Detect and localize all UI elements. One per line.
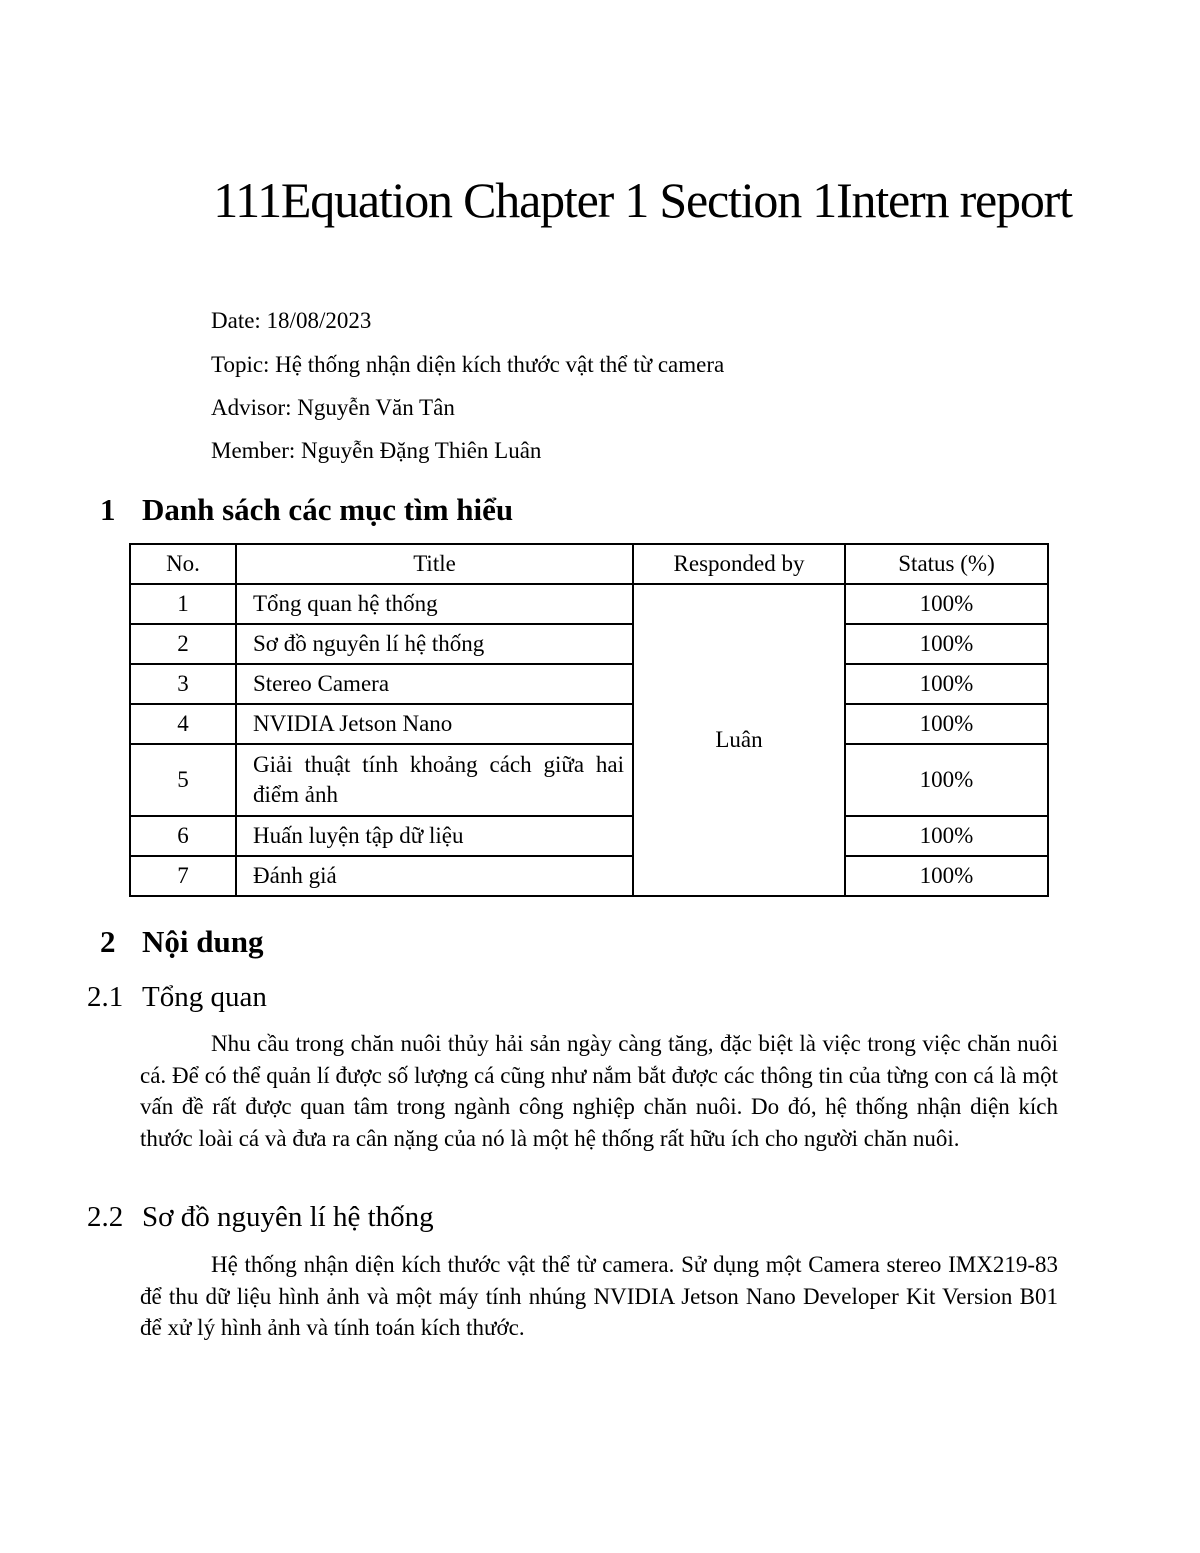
row-title: Giải thuật tính khoảng cách giữa hai điểm ảnh xyxy=(236,744,633,816)
section-2-title: Nội dung xyxy=(142,924,264,959)
row-status: 100% xyxy=(845,816,1048,856)
row-no: 4 xyxy=(130,704,236,744)
header-status: Status (%) xyxy=(845,544,1048,584)
section-2-1-number: 2.1 xyxy=(87,981,124,1013)
section-2-2-paragraph: Hệ thống nhận diện kích thước vật thể từ camera. Sử dụng một Camera stereo IMX219-83 để thu dữ liệu hình ảnh và một máy tính nhúng NVIDIA Jetson Nano Developer Kit Version B01 để xử lý hình ảnh và tính toán kích thước. xyxy=(140,1252,1058,1340)
row-no: 6 xyxy=(130,816,236,856)
row-no: 2 xyxy=(130,624,236,664)
section-2-2-number: 2.2 xyxy=(87,1201,124,1233)
section-2-1-heading xyxy=(87,978,267,1016)
row-status: 100% xyxy=(845,664,1048,704)
table-row xyxy=(130,856,1048,896)
row-no: 7 xyxy=(130,856,236,896)
table-row xyxy=(130,664,1048,704)
section-1-heading xyxy=(100,490,513,530)
row-status: 100% xyxy=(845,704,1048,744)
header-responded-by: Responded by xyxy=(633,544,845,584)
row-title: Sơ đồ nguyên lí hệ thống xyxy=(236,624,633,664)
row-no: 1 xyxy=(130,584,236,624)
row-no: 3 xyxy=(130,664,236,704)
row-title: Tổng quan hệ thống xyxy=(236,584,633,624)
report-topic: Topic: Hệ thống nhận diện kích thước vật thể từ camera xyxy=(211,352,725,377)
section-2-number: 2 xyxy=(100,924,116,959)
section-1-title: Danh sách các mục tìm hiểu xyxy=(142,492,514,527)
header-title: Title xyxy=(236,544,633,584)
row-status: 100% xyxy=(845,856,1048,896)
row-status: 100% xyxy=(845,584,1048,624)
row-no: 5 xyxy=(130,744,236,816)
table-row xyxy=(130,816,1048,856)
report-advisor: Advisor: Nguyễn Văn Tân xyxy=(211,395,455,420)
responded-by-cell: Luân xyxy=(633,584,845,896)
section-1-number: 1 xyxy=(100,492,116,527)
report-date: Date: 18/08/2023 xyxy=(211,308,372,333)
section-2-2-title: Sơ đồ nguyên lí hệ thống xyxy=(142,1201,434,1233)
table-row xyxy=(130,704,1048,744)
table-row xyxy=(130,584,1048,624)
table-header-row xyxy=(130,544,1048,584)
row-title: NVIDIA Jetson Nano xyxy=(236,704,633,744)
table-row xyxy=(130,744,1048,816)
document-title: 111Equation Chapter 1 Section 1Intern report xyxy=(213,172,1072,228)
row-title: Đánh giá xyxy=(236,856,633,896)
header-no: No. xyxy=(130,544,236,584)
row-title: Huấn luyện tập dữ liệu xyxy=(236,816,633,856)
section-2-heading xyxy=(100,922,263,962)
table-row xyxy=(130,624,1048,664)
row-title: Stereo Camera xyxy=(236,664,633,704)
section-2-1-title: Tổng quan xyxy=(142,981,267,1013)
row-status: 100% xyxy=(845,624,1048,664)
row-status: 100% xyxy=(845,744,1048,816)
items-table xyxy=(129,543,1049,897)
section-2-2-heading xyxy=(87,1198,434,1236)
section-2-1-paragraph: Nhu cầu trong chăn nuôi thủy hải sản ngày càng tăng, đặc biệt là việc trong việc chăn nuôi cá. Để có thể quản lí được số lượng cá cũng như nắm bắt được các thông tin của từng con cá là một vấn đề rất được quan tâm trong ngành công nghiệp chăn nuôi. Do đó, hệ thống nhận diện kích thước loài cá và đưa ra cân nặng của nó là một hệ thống rất hữu ích cho người chăn nuôi. xyxy=(140,1031,1058,1151)
report-member: Member: Nguyễn Đặng Thiên Luân xyxy=(211,438,542,463)
